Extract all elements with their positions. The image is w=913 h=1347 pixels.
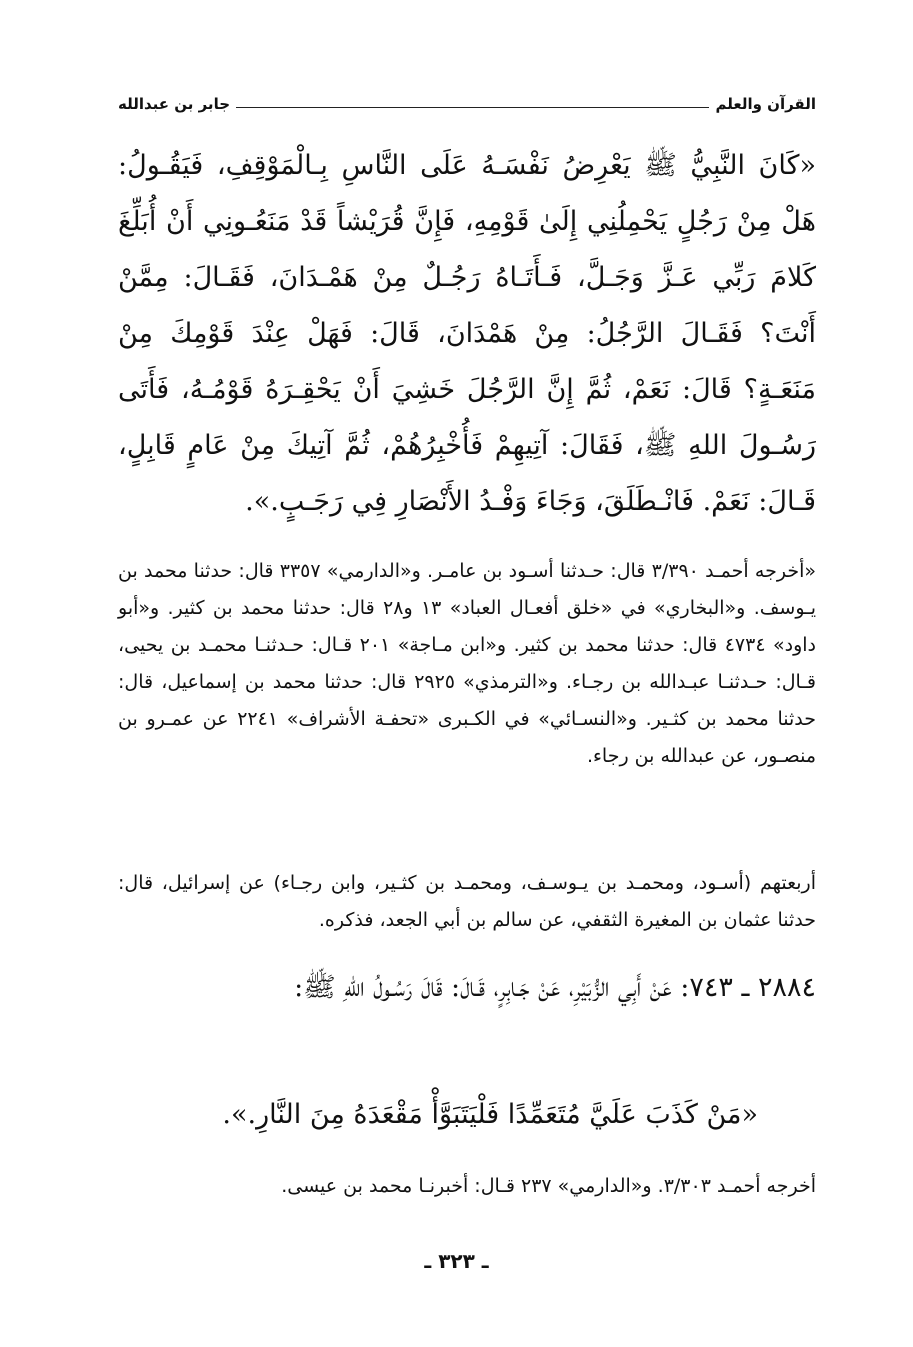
hadith-743-heading: ٢٨٨٤ ـ ٧٤٣: عَنْ أَبِي الزُّبَيْرِ، عَنْ جَـابِرٍ، قَـالَ: قَالَ رَسُـولُ اللهِ ﷺ: (294, 972, 816, 1003)
hadith-743-text: «مَنْ كَذَبَ عَلَيَّ مُتَعَمِّدًا فَلْيَتَبَوَّأْ مَقْعَدَهُ مِنَ النَّارِ.». (222, 1099, 758, 1130)
header-rule (236, 107, 709, 108)
header-book-title: القرآن والعلم (715, 95, 816, 113)
takhrij-743-paragraph-1: أخرجه أحمـد ٣/٣٠٣. و«الدارمي» ٢٣٧ قـال: أخبرنـا محمد بن عيسى. (281, 1175, 816, 1197)
takhrij-742-paragraph-2: أربعتهم (أسـود، ومحمـد بن يـوسـف، ومحمـد بن كثـير، وابن رجـاء) عن إسرائيل، قال: حدثنا عثمان بن المغيرة الثقفي، عن سالم بن أبي الجعد، فذكره. (118, 872, 816, 931)
running-header (118, 92, 816, 116)
takhrij-742-paragraph-1: «أخرجه أحمـد ٣/٣٩٠ قال: حـدثنا أسـود بن عامـر. و«الدارمي» ٣٣٥٧ قال: حدثنا محمد بن يـوسف. و«البخاري» في «خلق أفعـال العباد» ١٣ و٢٨ قال: حدثنا محمد بن كثير. و«أبو داود» ٤٧٣٤ قال: حدثنا محمد بن كثير. و«ابن مـاجة» ٢٠١ قـال: حـدثنـا محمـد بن يحيى، قـال: حـدثنـا عبـدالله بن رجـاء. و«الترمذي» ٢٩٢٥ قال: حدثنا محمد بن إسماعيل، قال: حدثنا محمد بن كثـير. و«النسـائي» في الكـبرى «تحفـة الأشراف» ٢٢٤١ عن عمـرو بن منصـور، عن عبدالله بن رجاء. (118, 560, 816, 767)
hadith-742-text: «كَانَ النَّبِيُّ ﷺ يَعْرِضُ نَفْسَـهُ عَلَى النَّاسِ بِـالْمَوْقِفِ، فَيَقُـولُ: هَلْ مِنْ رَجُلٍ يَحْمِلُنِي إِلَىٰ قَوْمِهِ، فَإِنَّ قُرَيْشاً قَدْ مَنَعُـونِي أَنْ أُبَلِّغَ كَلامَ رَبِّي عَـزَّ وَجَـلَّ، فَـأَتَـاهُ رَجُـلٌ مِنْ هَمْـدَانَ، فَقَـالَ: مِمَّنْ أَنْتَ؟ فَقَـالَ الرَّجُلُ: مِنْ هَمْدَانَ، قَالَ: فَهَلْ عِنْدَ قَوْمِكَ مِنْ مَنَعَـةٍ؟ قَالَ: نَعَمْ، ثُمَّ إِنَّ الرَّجُلَ خَشِيَ أَنْ يَحْقِـرَهُ قَوْمُـهُ، فَأَتَى رَسُـولَ اللهِ ﷺ، فَقَالَ: آتِيهِمْ فَأُخْبِرُهُمْ، ثُمَّ آتِيكَ مِنْ عَامٍ قَابِلٍ، قَـالَ: نَعَمْ. فَانْـطَلَقَ، وَجَاءَ وَفْـدُ الأَنْصَارِ فِي رَجَـبٍ.». (118, 150, 816, 517)
page-number: ـ ٣٢٣ ـ (424, 1249, 489, 1273)
header-section-title: جابر بن عبدالله (118, 95, 231, 113)
